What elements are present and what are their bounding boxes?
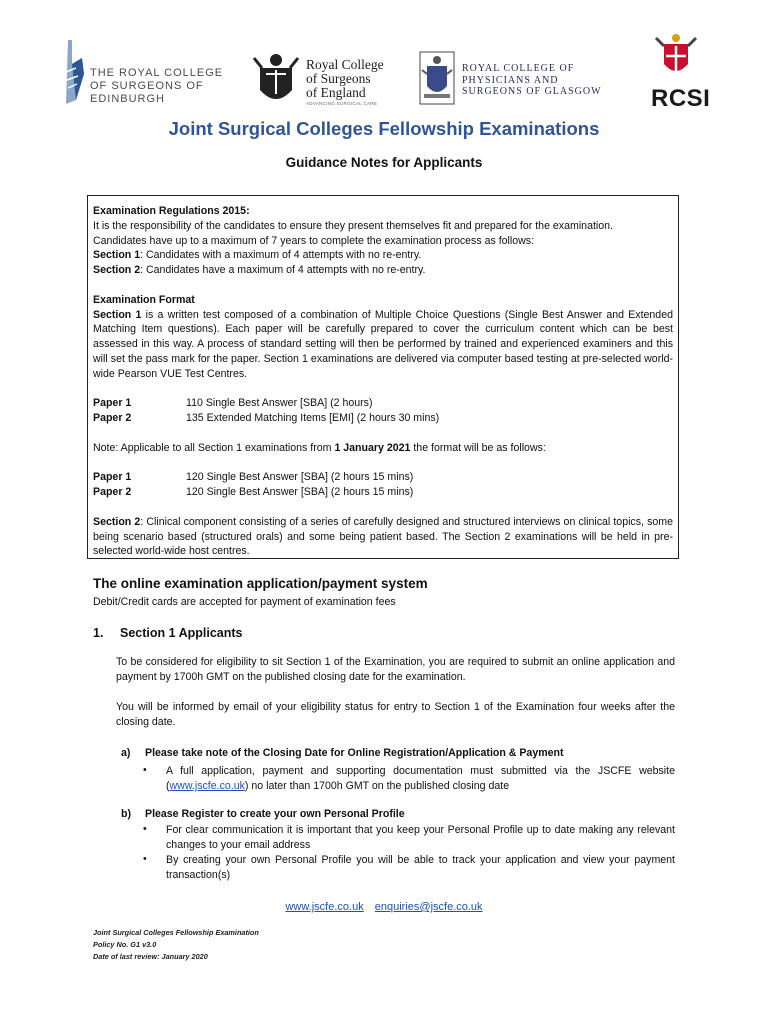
profile-bullet-1: For clear communication it is important that you keep your Personal Profile up to date making any relevant changes to your email address <box>166 824 675 851</box>
england-crest-icon <box>252 50 300 110</box>
paper-row: Paper 1 110 Single Best Answer [SBA] (2 hours) <box>93 397 373 410</box>
page-title: Joint Surgical Colleges Fellowship Examinations <box>168 118 600 139</box>
glasgow-logo-text: ROYAL COLLEGE OF PHYSICIANS AND SURGEONS OF GLASGOW <box>462 63 602 97</box>
regulations-box <box>87 195 679 559</box>
closing-date-bullet: A full application, payment and supporting documentation must submitted via the JSCFE website (www.jscfe.co.uk) no later than 1700h GMT on the published closing date <box>166 765 675 792</box>
regulations-heading: Examination Regulations 2015: <box>93 205 250 217</box>
format-heading: Examination Format <box>93 293 195 306</box>
section2-rule: Section 2: Candidates have a maximum of 4 attempts with no re-entry. <box>93 264 426 277</box>
section1-paragraph-1: To be considered for eligibility to sit Section 1 of the Examination, you are required to submit an online application and payment by 1700h GMT on the published closing date for the examination. <box>116 656 675 683</box>
format-change-note: Note: Applicable to all Section 1 examinations from 1 January 2021 the format will be as follows: <box>93 441 546 454</box>
edinburgh-crest-icon <box>58 38 88 108</box>
edinburgh-logo-text: THE ROYAL COLLEGE OF SURGEONS OF EDINBURGH <box>90 67 224 105</box>
regulations-line-2: Candidates have up to a maximum of 7 years to complete the examination process as follows: <box>93 234 535 247</box>
footer-website-link[interactable]: www.jscfe.co.uk <box>285 901 364 913</box>
profile-bullet-2: By creating your own Personal Profile you will be able to track your application and view your payment transaction(s) <box>166 854 675 881</box>
bullet-icon: • <box>143 853 147 865</box>
rcsi-crest-icon <box>654 32 698 82</box>
section1-paragraph-2: You will be informed by email of your eligibility status for entry to Section 1 of the Examination four weeks after the closing date. <box>116 701 675 728</box>
footer-org: Joint Surgical Colleges Fellowship Examination <box>93 928 259 937</box>
footer-review-date: Date of last review: January 2020 <box>93 952 208 961</box>
paper-row: Paper 2 135 Extended Matching Items [EMI] (2 hours 30 mins) <box>93 412 440 425</box>
online-system-heading: The online examination application/payment system <box>93 576 428 591</box>
format-paragraph: Section 1 is a written test composed of a combination of Multiple Choice Questions (Single Best Answer and Extended Matching Item questions). Each paper will be carefully prepared to cover the curriculum content which can be best assessed in this way. A process of standard setting will then be performed by trained and experienced examiners and this will set the pass mark for the paper. Section 1 examinations are delivered via computer based testing at pre-selected world-wide Pearson VUE Test Centres. <box>93 308 673 380</box>
footer-email-link[interactable]: enquiries@jscfe.co.uk <box>374 901 483 913</box>
bullet-icon: • <box>143 823 147 835</box>
england-logo-text: Royal College of Surgeons of England <box>306 57 384 100</box>
rcsi-logo-text: RCSI <box>651 85 711 112</box>
page-subtitle: Guidance Notes for Applicants <box>285 155 483 170</box>
jscfe-website-link[interactable]: www.jscfe.co.uk <box>169 780 245 792</box>
regulations-line-1: It is the responsibility of the candidates to ensure they present themselves fit and prepared for the examination. <box>93 219 613 232</box>
footer-links <box>0 901 768 913</box>
glasgow-crest-icon <box>418 50 456 106</box>
section1-heading: 1. Section 1 Applicants <box>93 626 243 640</box>
payment-note: Debit/Credit cards are accepted for payment of examination fees <box>93 596 396 608</box>
profile-heading: b) Please Register to create your own Personal Profile <box>121 808 405 820</box>
paper-row: Paper 2 120 Single Best Answer [SBA] (2 hours 15 mins) <box>93 486 414 499</box>
section2-paragraph: Section 2: Clinical component consisting of a series of carefully designed and structured interviews on clinical topics, some being scenario based (structured orals) and some being patient based. The Section 2 examinations will be held in pre-selected world-wide host centres. <box>93 515 673 558</box>
footer-policy: Policy No. G1 v3.0 <box>93 940 157 949</box>
england-tagline: ADVANCING SURGICAL CARE <box>306 101 378 106</box>
bullet-icon: • <box>143 764 147 776</box>
closing-date-heading: a) Please take note of the Closing Date for Online Registration/Application & Payment <box>121 747 564 759</box>
section1-rule: Section 1: Candidates with a maximum of 4 attempts with no re-entry. <box>93 249 422 262</box>
paper-row: Paper 1 120 Single Best Answer [SBA] (2 hours 15 mins) <box>93 471 414 484</box>
